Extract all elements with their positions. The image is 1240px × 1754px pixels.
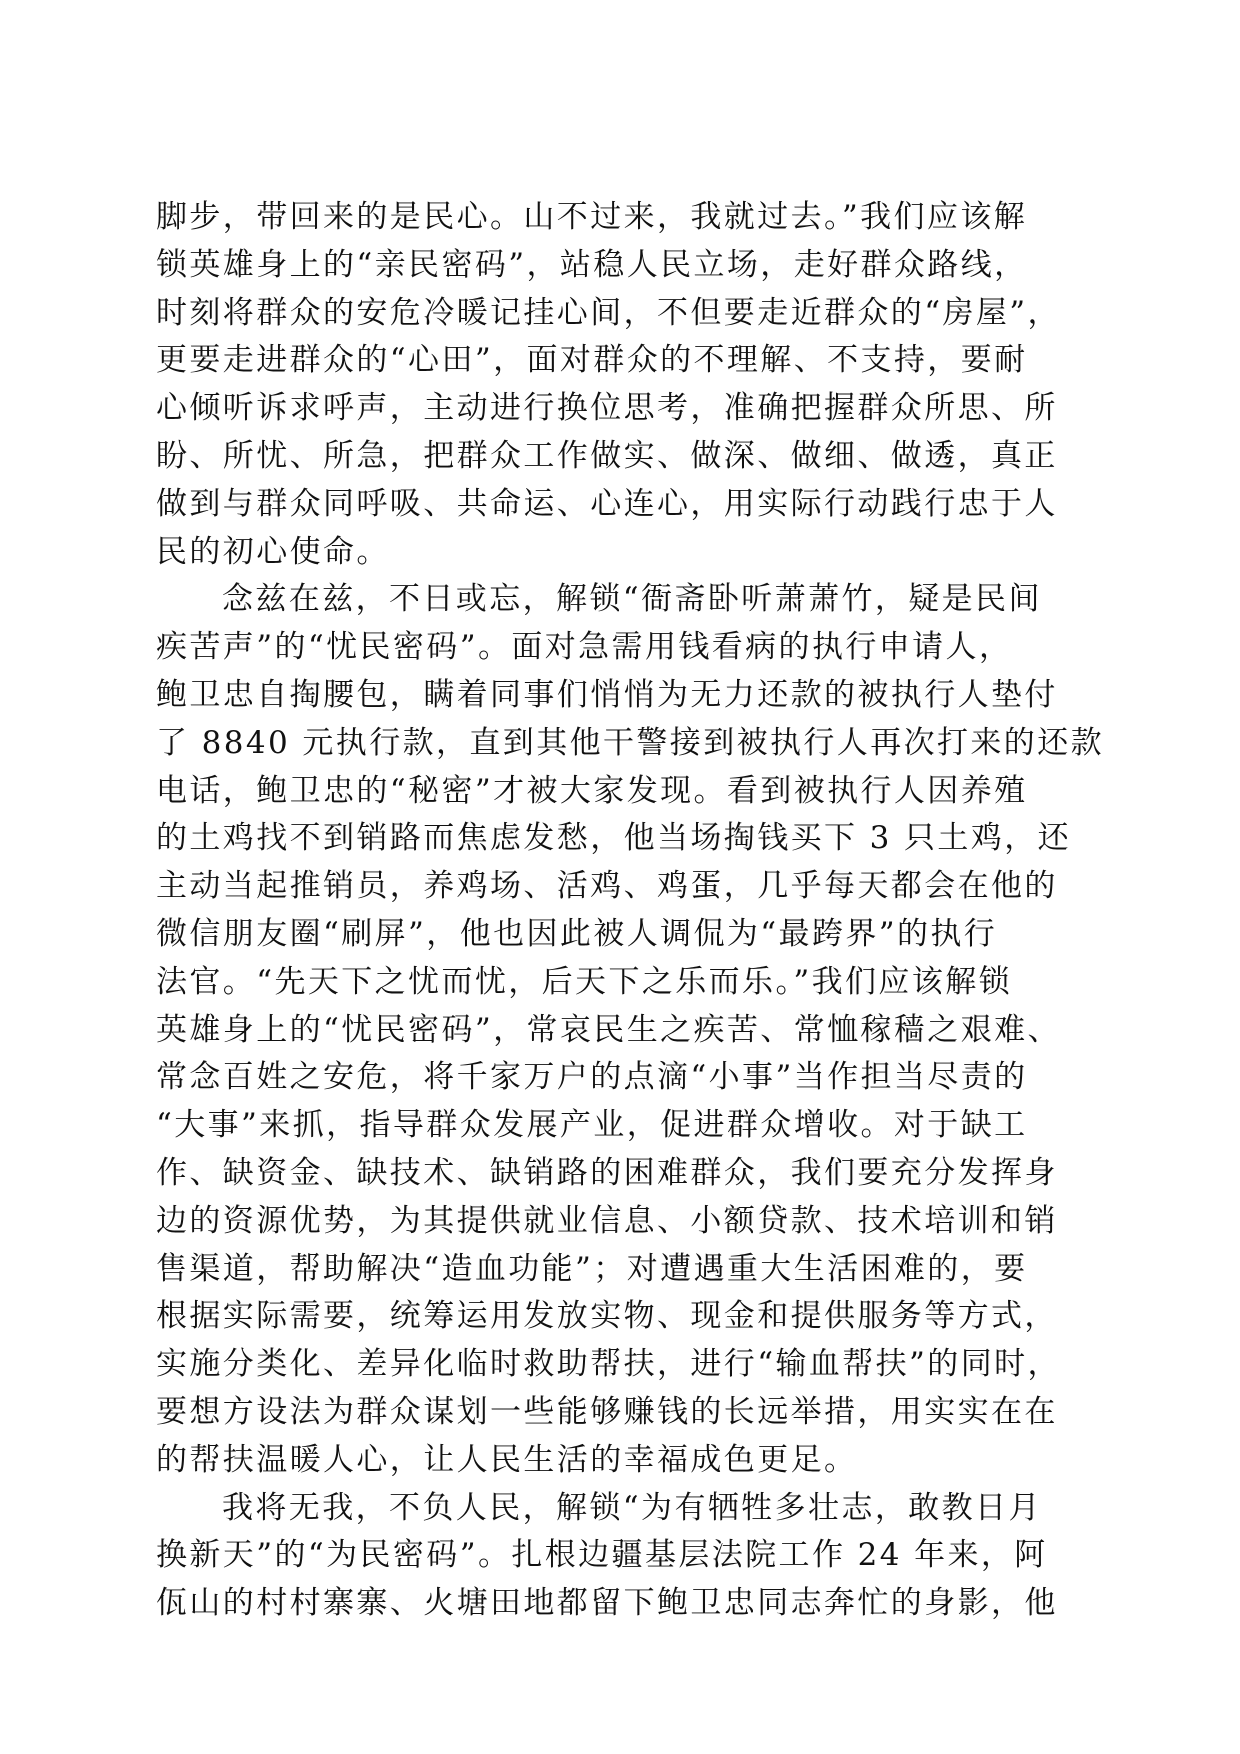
text-line: “大事”来抓，指导群众发展产业，促进群众增收。对于缺工 <box>156 1107 1028 1144</box>
text-line: 做到与群众同呼吸、共命运、心连心，用实际行动践行忠于人 <box>156 485 1058 522</box>
text-line: 电话，鲍卫忠的“秘密”才被大家发现。看到被执行人因养殖 <box>156 772 1028 809</box>
text-line: 换新天”的“为民密码”。扎根边疆基层法院工作 24 年来，阿 <box>156 1537 1048 1574</box>
text-line: 英雄身上的“忧民密码”，常哀民生之疾苦、常恤稼穑之艰难、 <box>156 1011 1061 1048</box>
text-line: 法官。“先天下之忧而忧，后天下之乐而乐。”我们应该解锁 <box>156 963 1012 1000</box>
text-line: 民的初心使命。 <box>156 533 390 570</box>
text-line: 疾苦声”的“忧民密码”。面对急需用钱看病的执行申请人， <box>156 629 1013 666</box>
text-line: 边的资源优势，为其提供就业信息、小额贷款、技术培训和销 <box>156 1202 1058 1239</box>
text-line: 主动当起推销员，养鸡场、活鸡、鸡蛋，几乎每天都会在他的 <box>156 868 1058 905</box>
text-line: 佤山的村村寨寨、火塘田地都留下鲍卫忠同志奔忙的身影，他 <box>156 1585 1058 1622</box>
text-line: 的土鸡找不到销路而焦虑发愁，他当场掏钱买下 3 只土鸡，还 <box>156 820 1072 857</box>
paragraph-first-line: 念兹在兹，不日或忘，解锁“衙斋卧听萧萧竹，疑是民间 <box>222 581 1042 618</box>
text-line: 鲍卫忠自掏腰包，瞒着同事们悄悄为无力还款的被执行人垫付 <box>156 676 1058 713</box>
text-line: 时刻将群众的安危冷暖记挂心间，不但要走近群众的“房屋”， <box>156 294 1061 331</box>
text-line: 微信朋友圈“刷屏”，他也因此被人调侃为“最跨界”的执行 <box>156 915 998 952</box>
body-text <box>156 194 1104 1628</box>
text-line: 脚步，带回来的是民心。山不过来，我就过去。”我们应该解 <box>156 199 1028 235</box>
text-line: 售渠道，帮助解决“造血功能”；对遭遇重大生活困难的，要 <box>156 1250 1028 1287</box>
text-line: 的帮扶温暖人心，让人民生活的幸福成色更足。 <box>156 1441 858 1478</box>
text-line: 作、缺资金、缺技术、缺销路的困难群众，我们要充分发挥身 <box>156 1154 1058 1191</box>
text-line: 常念百姓之安危，将千家万户的点滴“小事”当作担当尽责的 <box>156 1059 1028 1096</box>
paragraph-first-line: 我将无我，不负人民，解锁“为有牺牲多壮志，敢教日月 <box>222 1489 1042 1526</box>
text-line: 根据实际需要，统筹运用发放实物、现金和提供服务等方式， <box>156 1298 1058 1335</box>
text-line: 实施分类化、差异化临时救助帮扶，进行“输血帮扶”的同时， <box>156 1346 1061 1383</box>
text-line: 更要走进群众的“心田”，面对群众的不理解、不支持，要耐 <box>156 342 1028 379</box>
text-line: 盼、所忧、所急，把群众工作做实、做深、做细、做透，真正 <box>156 437 1058 474</box>
text-line: 了 8840 元执行款，直到其他干警接到被执行人再次打来的还款 <box>156 724 1104 761</box>
text-line: 心倾听诉求呼声，主动进行换位思考，准确把握群众所思、所 <box>156 390 1058 427</box>
text-line: 要想方设法为群众谋划一些能够赚钱的长远举措，用实实在在 <box>156 1393 1058 1430</box>
text-line: 锁英雄身上的“亲民密码”，站稳人民立场，走好群众路线， <box>156 246 1028 283</box>
